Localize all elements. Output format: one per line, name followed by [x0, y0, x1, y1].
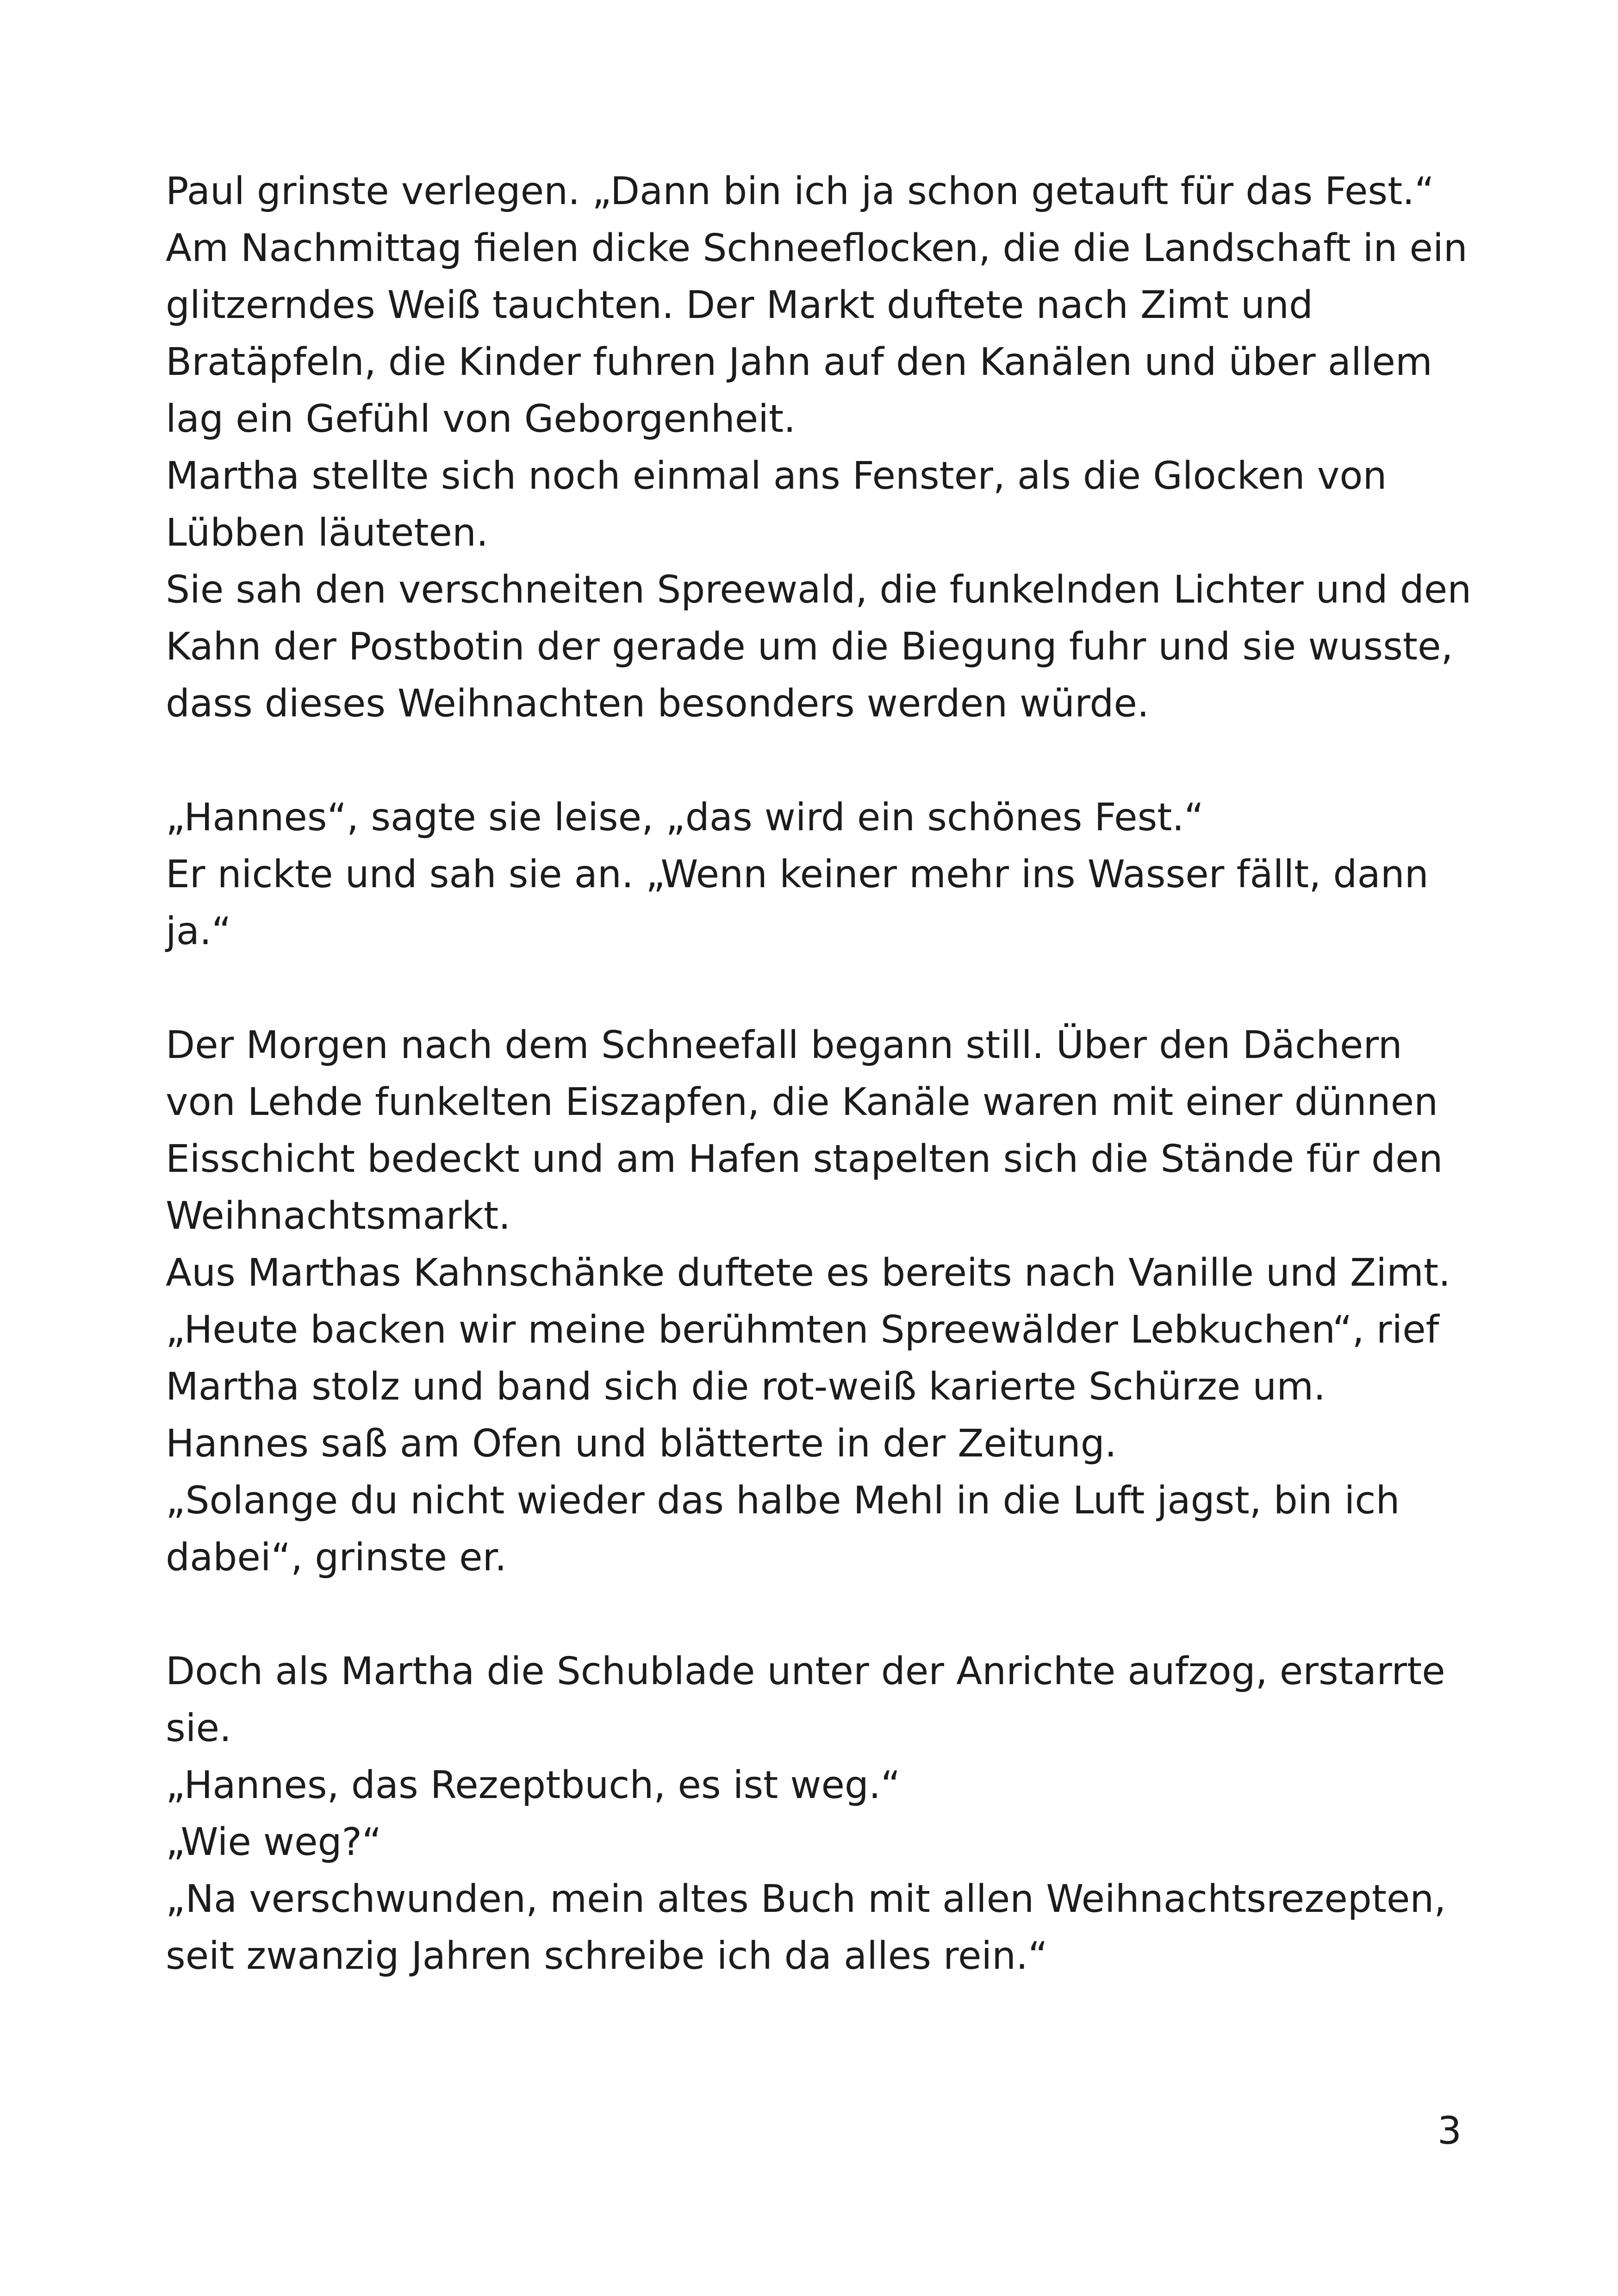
text-line: Doch als Martha die Schublade unter der Anrichte aufzog, erstarrte — [166, 1649, 1445, 1693]
text-line: lag ein Gefühl von Geborgenheit. — [166, 397, 796, 441]
page-number: 3 — [1437, 2109, 1462, 2153]
text-line: „Hannes, das Rezeptbuch, es ist weg.“ — [166, 1763, 901, 1807]
text-line: seit zwanzig Jahren schreibe ich da alles rein.“ — [166, 1934, 1048, 1978]
text-line: „Solange du nicht wieder das halbe Mehl in die Luft jagst, bin ich — [166, 1479, 1400, 1523]
text-line: „Na verschwunden, mein altes Buch mit allen Weihnachtsrezepten, — [166, 1877, 1446, 1921]
text-line: von Lehde funkelten Eiszapfen, die Kanäle waren mit einer dünnen — [166, 1080, 1438, 1124]
text-line: Paul grinste verlegen. „Dann bin ich ja schon getauft für das Fest.“ — [166, 169, 1434, 213]
text-line: glitzerndes Weiß tauchten. Der Markt duftete nach Zimt und — [166, 283, 1313, 327]
text-line: Am Nachmittag fielen dicke Schneeflocken, die die Landschaft in ein — [166, 226, 1468, 270]
text-line: dass dieses Weihnachten besonders werden würde. — [166, 682, 1149, 726]
text-line: Martha stellte sich noch einmal ans Fenster, als die Glocken von — [166, 454, 1387, 498]
paragraph — [166, 789, 1489, 960]
text-line: Hannes saß am Ofen und blätterte in der Zeitung. — [166, 1422, 1117, 1466]
text-line: Lübben läuteten. — [166, 511, 489, 555]
text-line: Bratäpfeln, die Kinder fuhren Jahn auf den Kanälen und über allem — [166, 340, 1432, 384]
paragraph — [166, 1017, 1489, 1586]
text-line: Martha stolz und band sich die rot-weiß karierte Schürze um. — [166, 1365, 1326, 1409]
text-line: Kahn der Postbotin der gerade um die Biegung fuhr und sie wusste, — [166, 625, 1453, 669]
paragraph-spacer — [166, 960, 1489, 1017]
paragraph — [166, 1643, 1489, 1985]
text-line: Eisschicht bedeckt und am Hafen stapelten sich die Stände für den — [166, 1137, 1443, 1181]
text-line: ja.“ — [166, 909, 231, 953]
paragraph-spacer — [166, 732, 1489, 789]
text-line: Aus Marthas Kahnschänke duftete es bereits nach Vanille und Zimt. — [166, 1251, 1451, 1295]
text-line: Weihnachtsmarkt. — [166, 1194, 511, 1238]
text-line: „Hannes“, sagte sie leise, „das wird ein schönes Fest.“ — [166, 796, 1204, 840]
text-line: sie. — [166, 1706, 232, 1750]
text-line: Sie sah den verschneiten Spreewald, die funkelnden Lichter und den — [166, 568, 1472, 612]
paragraph-spacer — [166, 1586, 1489, 1643]
text-line: dabei“, grinste er. — [166, 1536, 507, 1580]
text-line: Der Morgen nach dem Schneefall begann still. Über den Dächern — [166, 1023, 1402, 1067]
paragraph — [166, 163, 1489, 732]
text-line: Er nickte und sah sie an. „Wenn keiner mehr ins Wasser fällt, dann — [166, 852, 1429, 896]
body-text — [166, 163, 1489, 1985]
text-line: „Wie weg?“ — [166, 1820, 382, 1864]
text-line: „Heute backen wir meine berühmten Spreewälder Lebkuchen“, rief — [166, 1308, 1439, 1352]
